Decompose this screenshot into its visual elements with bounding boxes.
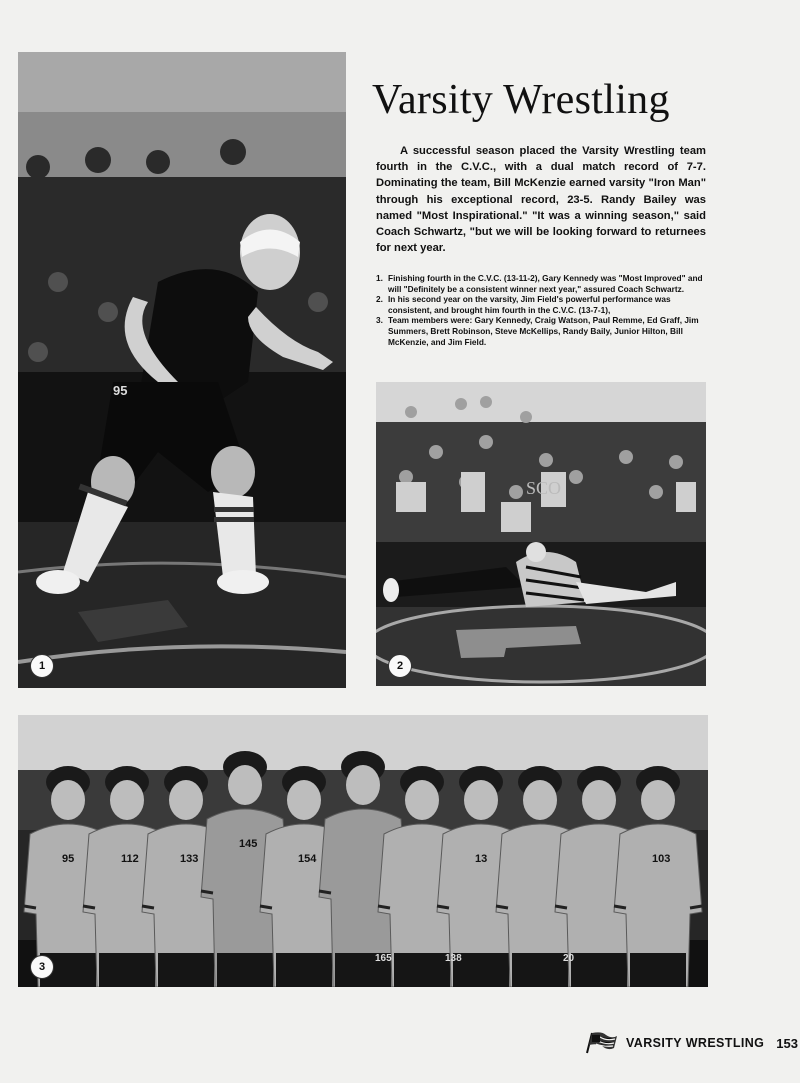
shirt-number: 103 [652,853,671,865]
photo-match-on-mat [376,382,706,686]
shirt-number: 95 [62,853,75,865]
shirt-number: 154 [298,853,317,865]
photo-team-group [18,715,708,987]
caption-item: 1. Finishing fourth in the C.V.C. (13-11-2), Gary Kennedy was "Most Improved" and will "Definitely be a consistent winner next year," assured Coach Schwartz. [376,273,703,294]
photo-wrestler-stance [18,52,346,688]
caption-item: 3. Team members were: Gary Kennedy, Craig Watson, Paul Remme, Ed Graff, Jim Summers, Brett Robinson, Steve McKellips, Randy Baily, Junior Hilton, Bill McKenzie, and Jim Field. [376,315,699,347]
intro-paragraph: A successful season placed the Varsity Wrestling team fourth in the C.V.C., with a dual match record of 7-7. Dominating the team, Bill McKenzie earned varsity "Iron Man" through his exceptional record, 23-5. Randy Bailey was named "Most Inspirational." "It was a winning season," said Coach Schwartz, "but we will be looking forward to returnees for next year. [376,145,706,255]
shirt-number: 112 [121,853,139,865]
gym-banner-text: SCO [526,478,562,498]
shorts-number: 165 [375,953,392,964]
shirt-number: 145 [239,838,258,850]
footer-section-label: VARSITY WRESTLING [626,1036,765,1050]
photo-badge-3: 3 [30,955,54,979]
photo-badge-1: 1 [30,654,54,678]
page-footer [584,1030,798,1056]
shirt-number: 133 [180,853,199,865]
photo-badge-2: 2 [388,654,412,678]
singlet-number: 95 [113,383,128,398]
page-title: Varsity Wrestling [372,77,670,123]
photo-captions [376,273,708,347]
shorts-number: 138 [445,953,462,964]
flag-icon [584,1031,618,1055]
shorts-number: 20 [563,953,575,964]
caption-item: 2. In his second year on the varsity, Jim Field's powerful performance was consistent, and brought him fourth in the C.V.C. (13-7-1), [376,294,671,315]
shirt-number: 13 [475,853,488,865]
page-number: 153 [776,1035,798,1051]
